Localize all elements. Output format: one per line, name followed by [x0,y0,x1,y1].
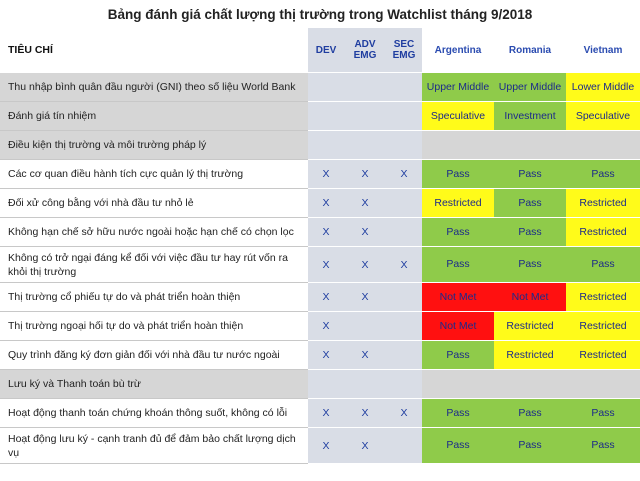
market-adv-mark: X [344,399,386,428]
table-row [0,160,640,189]
table-row [0,73,640,102]
header-argentina: Argentina [422,28,494,73]
market-dev-mark: X [308,283,344,312]
criteria-label: Hoạt động lưu ký - cạnh tranh đủ để đảm bảo chất lượng dịch vụ [0,428,308,464]
section-x-cells [308,131,422,160]
market-dev-mark: X [308,218,344,247]
market-adv-mark: X [344,160,386,189]
vietnam-status-cell: Speculative [566,102,640,131]
market-sec-mark [386,102,422,131]
romania-status-cell: Restricted [494,341,566,370]
market-sec-mark [386,428,422,464]
market-adv-mark [344,73,386,102]
section-row [0,370,640,399]
header-dev: DEV [308,28,344,73]
criteria-label: Đối xử công bằng với nhà đầu tư nhỏ lẻ [0,189,308,218]
header-adv-emg: ADV EMG [344,28,386,73]
criteria-label: Thị trường ngoại hối tự do và phát triển hoàn thiện [0,312,308,341]
market-sec-mark: X [386,160,422,189]
header-romania: Romania [494,28,566,73]
criteria-label: Quy trình đăng ký đơn giản đối với nhà đầu tư nước ngoài [0,341,308,370]
market-dev-mark [308,102,344,131]
criteria-label: Không có trở ngại đáng kể đối với việc đầu tư hay rút vốn ra khỏi thị trường [0,247,308,283]
table-row [0,102,640,131]
market-adv-mark: X [344,189,386,218]
market-sec-mark [386,312,422,341]
market-sec-mark: X [386,399,422,428]
page-title: Bảng đánh giá chất lượng thị trường trong Watchlist tháng 9/2018 [107,7,533,22]
romania-status-cell: Upper Middle [494,73,566,102]
table-header-row [0,28,640,73]
market-adv-mark [344,312,386,341]
argentina-status-cell: Not Met [422,312,494,341]
market-adv-mark: X [344,341,386,370]
header-vietnam: Vietnam [566,28,640,73]
romania-status-cell: Investment [494,102,566,131]
romania-status-cell: Pass [494,247,566,283]
market-dev-mark: X [308,247,344,283]
section-x-cells [308,370,422,399]
criteria-label: Đánh giá tín nhiệm [0,102,308,131]
table-row [0,428,640,464]
section-label: Lưu ký và Thanh toán bù trừ [0,370,308,399]
section-country-cells [422,131,640,160]
market-dev-mark: X [308,189,344,218]
market-sec-mark [386,283,422,312]
market-adv-mark [344,102,386,131]
criteria-label: Các cơ quan điều hành tích cực quản lý thị trường [0,160,308,189]
section-row [0,131,640,160]
market-dev-mark: X [308,160,344,189]
watchlist-table [0,28,640,464]
argentina-status-cell: Pass [422,399,494,428]
vietnam-status-cell: Restricted [566,312,640,341]
market-dev-mark: X [308,312,344,341]
argentina-status-cell: Speculative [422,102,494,131]
argentina-status-cell: Pass [422,428,494,464]
section-country-cells [422,370,640,399]
romania-status-cell: Pass [494,189,566,218]
romania-status-cell: Pass [494,218,566,247]
market-dev-mark [308,73,344,102]
criteria-label: Không hạn chế sở hữu nước ngoài hoặc hạn chế có chọn lọc [0,218,308,247]
header-sec-emg: SEC EMG [386,28,422,73]
vietnam-status-cell: Restricted [566,189,640,218]
market-sec-mark [386,341,422,370]
romania-status-cell: Pass [494,428,566,464]
criteria-label: Thu nhập bình quân đầu người (GNI) theo số liệu World Bank [0,73,308,102]
argentina-status-cell: Upper Middle [422,73,494,102]
argentina-status-cell: Pass [422,218,494,247]
vietnam-status-cell: Pass [566,428,640,464]
table-row [0,312,640,341]
market-adv-mark: X [344,218,386,247]
table-row [0,247,640,283]
table-row [0,283,640,312]
market-adv-mark: X [344,283,386,312]
romania-status-cell: Pass [494,399,566,428]
section-label: Điều kiện thị trường và môi trường pháp lý [0,131,308,160]
market-sec-mark [386,189,422,218]
argentina-status-cell: Pass [422,341,494,370]
romania-status-cell: Restricted [494,312,566,341]
vietnam-status-cell: Restricted [566,341,640,370]
romania-status-cell: Pass [494,160,566,189]
vietnam-status-cell: Lower Middle [566,73,640,102]
vietnam-status-cell: Pass [566,399,640,428]
vietnam-status-cell: Restricted [566,218,640,247]
header-criteria: TIÊU CHÍ [0,28,308,73]
table-row [0,399,640,428]
market-dev-mark: X [308,428,344,464]
vietnam-status-cell: Restricted [566,283,640,312]
market-adv-mark: X [344,247,386,283]
argentina-status-cell: Not Met [422,283,494,312]
romania-status-cell: Not Met [494,283,566,312]
table-row [0,189,640,218]
table-row [0,218,640,247]
vietnam-status-cell: Pass [566,247,640,283]
market-adv-mark: X [344,428,386,464]
criteria-label: Hoạt động thanh toán chứng khoán thông suốt, không có lỗi [0,399,308,428]
criteria-label: Thị trường cổ phiếu tự do và phát triển hoàn thiện [0,283,308,312]
market-sec-mark [386,73,422,102]
argentina-status-cell: Pass [422,160,494,189]
table-row [0,341,640,370]
vietnam-status-cell: Pass [566,160,640,189]
market-dev-mark: X [308,399,344,428]
argentina-status-cell: Pass [422,247,494,283]
market-sec-mark: X [386,247,422,283]
argentina-status-cell: Restricted [422,189,494,218]
market-dev-mark: X [308,341,344,370]
market-sec-mark [386,218,422,247]
